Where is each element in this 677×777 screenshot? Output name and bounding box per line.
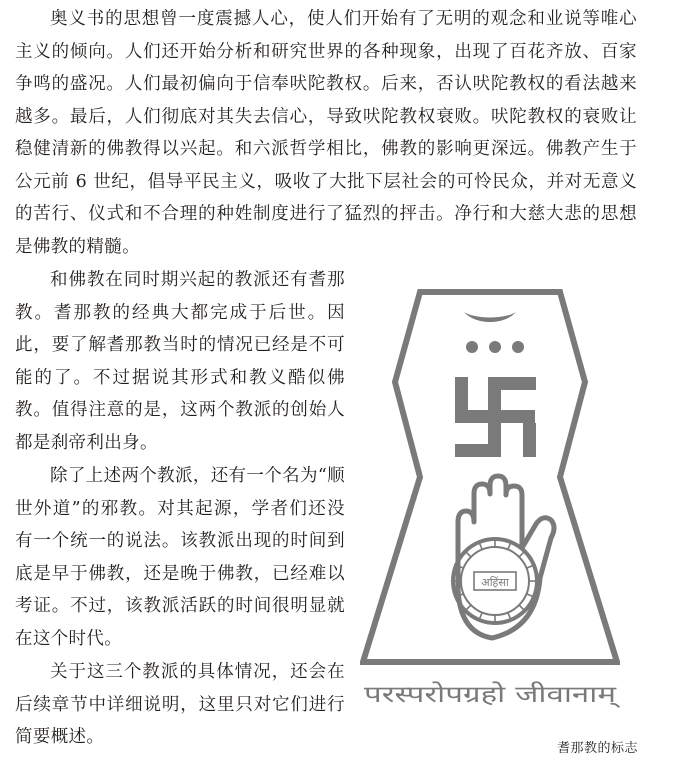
paragraph-3: 除了上述两个教派，还有一个名为“顺世外道”的邪教。对其起源，学者们还没有一个统一的说法。该教派出现的时间到底是早于佛教，还是晚于佛教，已经难以考证。不过，该教派活跃的时间很明显就在这个时代。 <box>15 466 345 649</box>
paragraph-2: 和佛教在同时期兴起的教派还有耆那教。耆那教的经典大都完成于后世。因此，要了解耆那教当时的情况已经是不可能的了。不过据说其形式和教义酷似佛教。值得注意的是，这两个教派的创始人都是刹帝利出身。 <box>15 270 345 453</box>
dot-icon <box>512 341 524 353</box>
dot-icon <box>489 341 501 353</box>
swastika-icon <box>455 377 536 457</box>
figure-caption: 耆那教的标志 <box>556 741 638 756</box>
dot-icon <box>466 341 478 353</box>
jain-emblem <box>360 282 620 722</box>
crescent-icon <box>464 312 516 322</box>
emblem-motto: परस्परोपग्रहो जीवानाम् <box>364 682 550 708</box>
paragraph-1: 奥义书的思想曾一度震撼人心，使人们开始有了无明的观念和业说等唯心主义的倾向。人们还开始分析和研究世界的各种现象，出现了百花齐放、百家争鸣的盛况。人们最初偏向于信奉吠陀教权。后来，否认吠陀教权的看法越来越多。最后，人们彻底对其失去信心，导致吠陀教权衰败。吠陀教权的衰败让稳健清新的佛教得以兴起。和六派哲学相比，佛教的影响更深远。佛教产生于公元前 6 世纪，倡导平民主义，吸收了大批下层社会的可怜民众，并对无意义的苦行、仪式和不合理的种姓制度进行了猛烈的抨击。净行和大慈大悲的思想是佛教的精髓。 <box>15 9 637 257</box>
wheel-text: अहिंसा <box>481 576 509 589</box>
paragraph-4: 关于这三个教派的具体情况，还会在后续章节中详细说明，这里只对它们进行简要概述。 <box>15 662 345 747</box>
